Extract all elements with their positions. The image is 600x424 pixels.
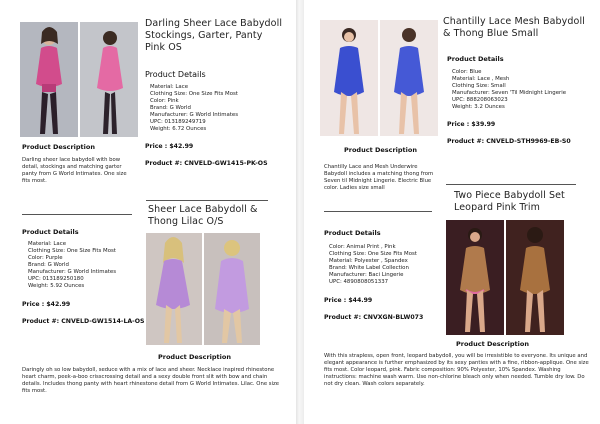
divider (146, 200, 268, 201)
spec-item: Manufacturer: Baci Lingerie (329, 272, 404, 278)
product-1-title: Darling Sheer Lace Babydoll Stockings, Garter, Panty Pink OS (145, 18, 283, 53)
spec-item: Clothing Size: One Size Fits Most (28, 248, 116, 254)
product-3-description: Chantilly Lace and Mesh Underwire Babydoll includes a matching thong from Seven til Midnight Lingerie. Electric Blue color. Ladies size small (324, 164, 434, 191)
spec-item: Manufacturer: G World Intimates (28, 269, 117, 275)
spec-item: Material: Lace , Mesh (452, 76, 510, 82)
spec-item: Color: Animal Print , Pink (329, 244, 396, 250)
product-2-part-number: Product #: CNVELD-GW1514-LA-OS (22, 318, 145, 325)
spec-item: Clothing Size: Small (452, 83, 506, 89)
product-4-photo-front (446, 220, 504, 335)
product-2-photo-back (204, 233, 260, 345)
product-2-price: Price : $42.99 (22, 301, 71, 308)
spec-item: Manufacturer: Seven 'Til Midnight Lingerie (452, 90, 567, 96)
product-3-details-heading: Product Details (447, 55, 504, 63)
right-page (304, 0, 600, 424)
product-1-photo-back (80, 22, 138, 137)
product-3-photo-back (380, 20, 438, 136)
product-4-price: Price : $44.99 (324, 297, 373, 304)
spec-item: Color: Purple (28, 255, 63, 261)
product-4-description: With this strapless, open front, leopard babydoll, you will be irresistible to everyone. Its unique and elegant appearance is further emphasized by its sexy panties with a fine, ribbon-applique. One size fits most. Color leopard, pink. Fabric composition: 90% Polyester, 10% Spandex. Washing instructions: machine wash warm. Use non-chlorine bleach only when needed. Tumble dry low. Do not dry clean. Wash colors separately. (324, 353, 589, 387)
product-2-title: Sheer Lace Babydoll & Thong Lilac O/S (148, 204, 258, 227)
product-4-description-heading: Product Description (456, 340, 529, 348)
spec-item: Manufacturer: G World Intimates (150, 112, 239, 118)
page-gutter (296, 0, 304, 424)
product-1-description-heading: Product Description (22, 143, 95, 151)
product-4-title: Two Piece Babydoll Set Leopard Pink Trim (454, 190, 565, 213)
product-2-spec-list (28, 241, 146, 290)
product-1-spec-list (150, 84, 290, 133)
product-3-photo-front (320, 20, 378, 136)
product-2-details-heading: Product Details (22, 228, 79, 236)
spec-item: Weight: 6.72 Ounces (150, 126, 207, 132)
spec-item: Material: Lace (150, 84, 189, 90)
divider (324, 211, 432, 212)
product-2-description: Daringly oh so low babydoll, seduce with a mix of lace and sheer. Necklace inspired rhinestone heart charm, peek-a-boo crisscrossing detail and a sexy double front slit with bow and chain details. Includes thong panty with heart rhinestone detail from G World Intimates. Lilac. One size fits most. (22, 367, 280, 394)
spec-item: Material: Lace (28, 241, 67, 247)
product-1-details-heading: Product Details (145, 70, 206, 79)
spec-item: Clothing Size: One Size Fits Most (150, 91, 238, 97)
product-3-part-number: Product #: CNVELD-STH9969-EB-S0 (447, 138, 571, 145)
spec-item: Color: Blue (452, 69, 482, 75)
divider (446, 184, 576, 185)
product-1-photo-front (20, 22, 78, 137)
spec-item: UPC: 888208063023 (452, 97, 508, 103)
product-2-description-heading: Product Description (158, 353, 231, 361)
spec-item: Color: Pink (150, 98, 179, 104)
spec-item: UPC: 013189249719 (150, 119, 206, 125)
product-4-part-number: Product #: CNVXGN-BLW073 (324, 314, 424, 321)
product-3-price: Price : $39.99 (447, 121, 496, 128)
product-4-details-heading: Product Details (324, 229, 381, 237)
spec-item: UPC: 4890808051337 (329, 279, 389, 285)
spec-item: Brand: G World (150, 105, 191, 111)
spec-item: Weight: 5.92 Ounces (28, 283, 85, 289)
product-1-part-number: Product #: CNVELD-GW1415-PK-OS (145, 160, 268, 167)
spec-item: Brand: White Label Collection (329, 265, 409, 271)
spec-item: Material: Polyester , Spandex (329, 258, 408, 264)
spec-item: Weight: 3.2 Ounces (452, 104, 505, 110)
product-3-spec-list (452, 69, 598, 111)
product-1-description: Darling sheer lace babydoll with bow detail, stockings and matching garter panty from G World Intimates. One size fits most. (22, 157, 127, 184)
left-page (0, 0, 296, 424)
product-2-photo-front (146, 233, 202, 345)
spec-item: Brand: G World (28, 262, 69, 268)
product-3-description-heading: Product Description (344, 146, 417, 154)
product-4-spec-list (329, 244, 447, 286)
spec-item: UPC: 013189250180 (28, 276, 84, 282)
product-1-price: Price : $42.99 (145, 143, 194, 150)
spec-item: Clothing Size: One Size Fits Most (329, 251, 417, 257)
divider (22, 214, 132, 215)
product-3-title: Chantilly Lace Mesh Babydoll & Thong Blue Small (443, 16, 585, 39)
product-4-photo-back (506, 220, 564, 335)
